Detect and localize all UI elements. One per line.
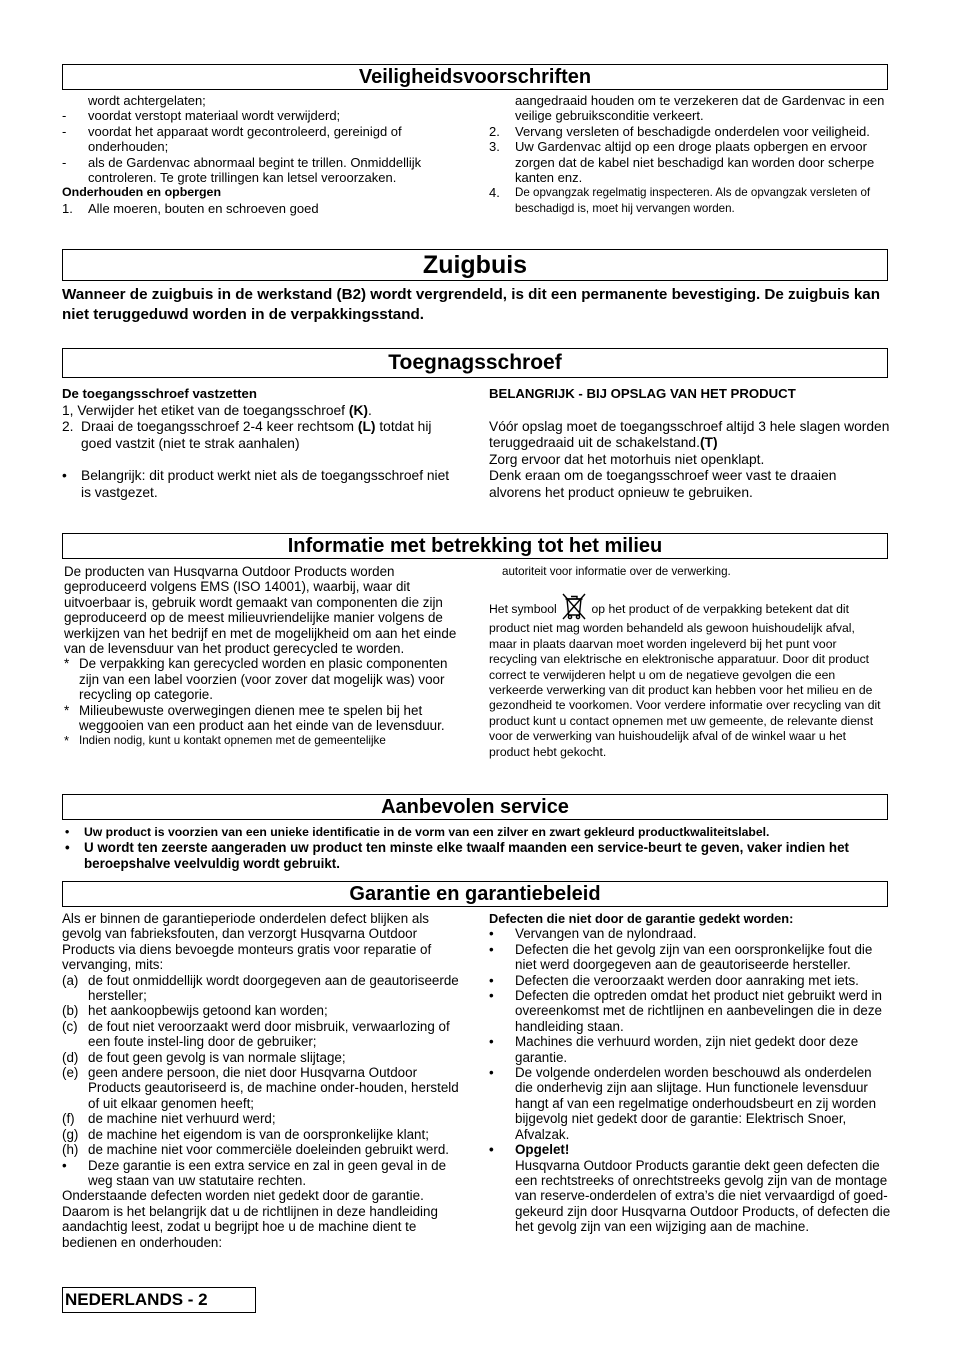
- crossed-out-bin-icon: [560, 591, 588, 621]
- paragraph: De producten van Husqvarna Outdoor Products worden geproduceerd volgens EMS (ISO 14001), waarbij, waar dit uitvoerbaar is, gebruik wordt gemaakt van componenten die zijn geproduceerd op de meest milieuvriendelijke manier volgens de werkijzen van het bedrijf en met de mogelijkheid om aan het einde van de levensduur van het product gerecycled te worden.: [64, 564, 457, 657]
- list-item: [62, 108, 462, 123]
- list-marker: (h): [62, 1142, 79, 1158]
- environment-left-column: [64, 564, 462, 749]
- list-marker: (a): [62, 972, 79, 988]
- list-text: Defecten die veroorzaakt werden door aanraking met iets.: [515, 972, 859, 988]
- safety-left-column: [62, 93, 462, 216]
- warning-note: [489, 1142, 891, 1234]
- list-text: aangedraaid houden om te verzekeren dat de Gardenvac in een veilige gebruiksconditie verkeert.: [515, 93, 885, 124]
- service-list: [62, 825, 888, 871]
- list-text: Defecten die het gevolg zijn van een oorspronkelijke fout die niet werd doorgegeven aan de geautoriseerde hersteller.: [515, 941, 873, 973]
- list-marker: 1.: [62, 200, 73, 216]
- list-text: geen andere persoon, die niet door Husqvarna Outdoor Products geautoriseerd is, de machine onder-houden, hersteld of uit elkaar genomen heeft;: [88, 1065, 459, 1111]
- list-item: [64, 733, 462, 748]
- list-item: [489, 185, 889, 216]
- list-item: [62, 1111, 462, 1126]
- list-text: voordat verstopt materiaal wordt verwijderd;: [88, 108, 341, 124]
- list-item: [489, 1034, 891, 1065]
- list-item: [64, 703, 462, 734]
- subheading-vastzetten: De toegangsschroef vastzetten: [62, 386, 257, 401]
- warranty-left-column: [62, 911, 462, 1250]
- list-marker: *: [64, 733, 70, 749]
- list-marker: •: [489, 1142, 494, 1158]
- paragraph: Zorg ervoor dat het motorhuis niet openklapt.: [489, 451, 765, 467]
- list-text: de fout niet veroorzaakt werd door misbruik, verwaarlozing of een foute instel-ling door de gebruiker;: [88, 1018, 450, 1050]
- list-item: [62, 1050, 462, 1065]
- warranty-right-column: [489, 911, 891, 1235]
- list-item: [62, 1019, 462, 1050]
- list-marker: -: [62, 123, 67, 139]
- list-item: [62, 201, 462, 216]
- list-item: [62, 468, 462, 501]
- screw-right-column: [489, 386, 891, 502]
- list-item: [489, 1065, 891, 1142]
- list-item: [489, 93, 889, 124]
- list-item: [62, 825, 888, 840]
- paragraph: autoriteit voor informatie over de verwerking.: [502, 565, 731, 578]
- list-marker: (e): [62, 1065, 79, 1081]
- subheading-onderhouden: Onderhouden en opbergen: [62, 185, 222, 200]
- list-marker: •: [62, 1157, 67, 1173]
- list-item: [489, 139, 889, 185]
- list-marker: 2.: [62, 419, 74, 435]
- heading-milieu: Informatie met betrekking tot het milieu: [62, 533, 888, 559]
- list-item: [62, 1158, 462, 1189]
- heading-aanbevolen-service: Aanbevolen service: [62, 794, 888, 820]
- list-text: Belangrijk: dit product werkt niet als de toegangsschroef niet is vastgezet.: [81, 468, 450, 500]
- list-text: de fout onmiddellijk wordt doorgegeven aan de geautoriseerde hersteller;: [88, 972, 459, 1004]
- heading-garantie: Garantie en garantiebeleid: [62, 881, 888, 907]
- step-1: [62, 403, 462, 420]
- list-text: De volgende onderdelen worden beschouwd als onderdelen die onderhevig zijn aan slijtage. Hun functionele levensduur hangt af van een regelmatige onderhoudsbeurt en zij worden bijgevolg niet gedekt door de garantie: Elektrisch Snoer, Afvalzak.: [515, 1065, 877, 1142]
- heading-zuigbuis: Zuigbuis: [62, 249, 888, 281]
- list-marker: *: [64, 702, 70, 718]
- list-marker: (d): [62, 1049, 79, 1065]
- list-marker: (b): [62, 1003, 79, 1019]
- list-text: de machine het eigendom is van de oorspronkelijke klant;: [88, 1126, 429, 1142]
- paragraph-text: Het symbool: [489, 602, 561, 617]
- list-text: voordat het apparaat wordt gecontroleerd, gereinigd of onderhouden;: [88, 123, 402, 155]
- list-text: Vervang versleten of beschadigde onderdelen voor veiligheid.: [515, 123, 870, 139]
- list-marker: -: [62, 108, 67, 124]
- step-2: [62, 419, 462, 452]
- environment-right-column: [489, 564, 881, 760]
- subheading-opslag: BELANGRIJK - BIJ OPSLAG VAN HET PRODUCT: [489, 386, 796, 401]
- label-k: (K): [348, 402, 369, 418]
- list-marker: (c): [62, 1018, 78, 1034]
- list-marker: •: [65, 840, 70, 856]
- list-marker: (g): [62, 1126, 79, 1142]
- paragraph: Als er binnen de garantieperiode onderdelen defect blijken als gevolg van fabrieksfouten, dan verzorgt Husqvarna Outdoor Products via diens bevoegde monteurs gratis voor reparatie of vervanging, mits:: [62, 911, 432, 973]
- list-marker: (f): [62, 1111, 75, 1127]
- list-item: [489, 926, 891, 941]
- list-marker: •: [489, 941, 494, 957]
- list-item: [62, 93, 462, 108]
- list-text: Uw Gardenvac altijd op een droge plaats opbergen en ervoor zorgen dat de kabel niet beschadigd kan worden door scherpe kanten enz.: [515, 139, 875, 186]
- list-text: U wordt ten zeerste aangeraden uw product ten minste elke twaalf maanden een service-beurt te geven, vaker indien het beroepshalve veelvuldig wordt gebruikt.: [84, 840, 849, 871]
- list-item: [62, 973, 462, 1004]
- list-text: als de Gardenvac abnormaal begint te trillen. Onmiddellijk controleren. Te grote trillingen kan letsel veroorzaken.: [88, 154, 422, 186]
- list-text: Deze garantie is een extra service en zal in geen geval in de weg staan van uw statutaire rechten.: [88, 1157, 447, 1188]
- list-text: Vervangen van de nylondraad.: [515, 926, 697, 942]
- list-marker: •: [62, 468, 67, 484]
- list-marker: •: [489, 1034, 494, 1050]
- list-text: het aankoopbewijs getoond kan worden;: [88, 1003, 328, 1019]
- paragraph: [489, 419, 891, 452]
- list-marker: *: [64, 656, 70, 672]
- paragraph: [489, 591, 881, 760]
- label-l: (L): [357, 419, 376, 435]
- list-marker: 2.: [489, 123, 500, 139]
- list-item: [62, 155, 462, 186]
- list-marker: -: [62, 154, 67, 170]
- list-marker: •: [489, 988, 494, 1004]
- screw-left-column: [62, 386, 462, 502]
- label-t: (T): [699, 435, 718, 451]
- list-text: de machine niet voor commerciële doeleinden gebruikt werd.: [88, 1142, 449, 1158]
- list-text: Uw product is voorzien van een unieke identificatie in de vorm van een zilver en zwart gekleurd productkwaliteitslabel.: [84, 825, 770, 839]
- list-text: De opvangzak regelmatig inspecteren. Als de opvangzak versleten of beschadigd is, moet hij vervangen worden.: [515, 186, 871, 215]
- subheading-defecten: Defecten die niet door de garantie gedekt worden:: [489, 911, 794, 926]
- list-marker: •: [489, 1065, 494, 1081]
- list-item: [489, 988, 891, 1034]
- list-item: [62, 840, 888, 871]
- step-text: 1, Verwijder het etiket van de toegangsschroef: [62, 402, 349, 418]
- zuigbuis-notice: Wanneer de zuigbuis in de werkstand (B2) wordt vergrendeld, is dit een permanente bevestiging. De zuigbuis kan niet teruggeduwd worden in de verpakkingsstand.: [62, 286, 881, 323]
- list-marker: 4.: [489, 185, 500, 201]
- list-item: [62, 1142, 462, 1157]
- list-text: Husqvarna Outdoor Products garantie dekt geen defecten die een rechtstreeks of onrechtstreeks gevolg zijn van de montage van reserve-onderdelen of extra’s die niet vervaardigd of goed-gekeurd zijn door Husqvarna Outdoor Products, of defecten die het gevolg zijn van een wijziging aan de machine.: [515, 1157, 891, 1235]
- list-item: [62, 124, 462, 155]
- paragraph-text: op het product of de verpakking betekent dat dit product niet mag worden behandeld als gewoon huishoudelijk afval, maar in plaats daarvan moet worden ingeleverd bij het punt voor recycling van elektrische en elektronische apparatuur. Door dit product correct te verwijderen helpt u om de negatieve gevolgen die een verkeerde verwerking van dit product kan hebben voor het milieu en de gezondheid te voorkomen. Voor verdere informatie over recycling van dit product kunt u contact opnemen met uw gemeente, de relevante dienst voor de verwerking van huishoudelijk afval of de winkel waar u het product hebt gekocht.: [489, 602, 881, 759]
- list-text: Alle moeren, bouten en schroeven goed: [88, 200, 319, 216]
- list-item: [62, 1065, 462, 1111]
- heading-toegangsschroef: Toegnagsschroef: [62, 348, 888, 378]
- list-text: Defecten die optreden omdat het product niet gebruikt werd in overeenkomst met de richtlijnen en aanbevelingen die in deze handleiding staan.: [515, 988, 882, 1034]
- list-text: Machines die verhuurd worden, zijn niet gedekt door deze garantie.: [515, 1034, 859, 1065]
- list-item: [62, 1003, 462, 1018]
- list-text: De verpakking kan gerecycled worden en plasic componenten zijn van een label voorzien (voor zover dat mogelijk was) voor recycling op categorie.: [79, 656, 448, 703]
- list-marker: 3.: [489, 139, 500, 155]
- list-item: [64, 656, 462, 702]
- paragraph: Denk eraan om de toegangsschroef weer vast te draaien alvorens het product opnieuw te gebruiken.: [489, 468, 837, 500]
- list-item: [489, 973, 891, 988]
- paragraph: Onderstaande defecten worden niet gedekt door de garantie. Daarom is het belangrijk dat u de richtlijnen in deze handleiding aandachtig leest, zodat u begrijpt hoe u de machine dient te bedienen en onderhouden:: [62, 1188, 438, 1250]
- list-text: de machine niet verhuurd werd;: [88, 1111, 276, 1127]
- page-footer-label: NEDERLANDS - 2: [62, 1287, 256, 1313]
- heading-veiligheidsvoorschriften: Veiligheidsvoorschriften: [62, 64, 888, 90]
- paragraph-text: Vóór opslag moet de toegangsschroef altijd 3 hele slagen worden teruggedraaid uit de schakelstand.: [489, 418, 890, 451]
- list-text: wordt achtergelaten;: [88, 93, 206, 108]
- step-text: Draai de toegangsschroef 2-4 keer rechtsom: [81, 419, 358, 435]
- list-marker: •: [65, 825, 70, 839]
- list-marker: •: [489, 972, 494, 988]
- list-marker: •: [489, 926, 494, 942]
- list-text: Indien nodig, kunt u kontakt opnemen met de gemeentelijke: [79, 734, 386, 748]
- list-text: de fout geen gevolg is van normale slijtage;: [88, 1049, 346, 1065]
- list-item: [489, 942, 891, 973]
- list-item: [62, 1127, 462, 1142]
- step-text: .: [368, 402, 372, 418]
- step-text: totdat hij goed vastzit (niet te strak aanhalen): [81, 419, 432, 451]
- warning-title: Opgelet!: [515, 1142, 570, 1158]
- list-text: Milieubewuste overwegingen dienen mee te spelen bij het weggooien van een product aan het einde van de levensduur.: [79, 702, 445, 734]
- list-item: [489, 124, 889, 139]
- safety-right-column: [489, 93, 889, 216]
